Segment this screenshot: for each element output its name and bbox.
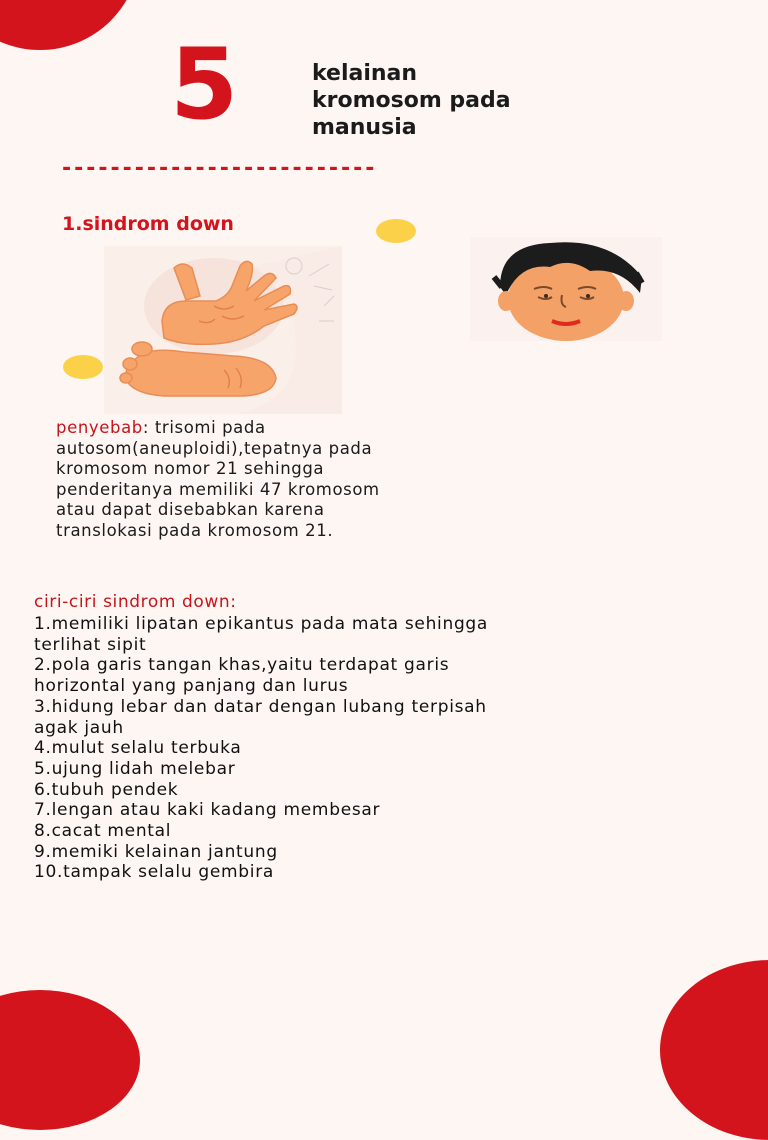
- cause-paragraph: [56, 418, 576, 541]
- feature-line: 5.ujung lidah melebar: [34, 758, 236, 779]
- feature-line: 2.pola garis tangan khas,yaitu terdapat garis: [34, 655, 450, 676]
- hand-foot-illustration: [104, 246, 342, 414]
- feature-line: terlihat sipit: [34, 634, 147, 655]
- feature-line: 8.cacat mental: [34, 821, 172, 842]
- feature-line: 3.hidung lebar dan datar dengan lubang terpisah: [34, 696, 487, 717]
- section-heading: 1.sindrom down: [62, 213, 234, 235]
- title-line: manusia: [312, 115, 417, 140]
- face-illustration: [470, 237, 662, 341]
- feature-line: 10.tampak selalu gembira: [34, 862, 275, 883]
- cause-line: penderitanya memiliki 47 kromosom: [56, 479, 380, 499]
- feature-line: agak jauh: [34, 717, 124, 738]
- feature-line: 9.memiki kelainan jantung: [34, 841, 278, 862]
- divider: --------------------------: [62, 156, 378, 181]
- feature-line: 6.tubuh pendek: [34, 779, 179, 800]
- features-heading: ciri-ciri sindrom down:: [34, 592, 237, 612]
- features-list: [34, 614, 734, 883]
- feature-line: horizontal yang panjang dan lurus: [34, 676, 349, 697]
- yellow-dot-decoration: [63, 355, 103, 379]
- yellow-dot-decoration: [376, 219, 416, 243]
- feature-line: 7.lengan atau kaki kadang membesar: [34, 800, 381, 821]
- corner-decoration-bottom-right: [660, 960, 768, 1140]
- cause-line: atau dapat disebabkan karena: [56, 500, 325, 519]
- cause-label: penyebab: [56, 418, 143, 437]
- cause-text: : trisomi pada: [142, 418, 266, 437]
- cause-line: kromosom nomor 21 sehingga: [56, 459, 325, 478]
- cause-line: translokasi pada kromosom 21.: [56, 520, 334, 540]
- cause-line: [56, 418, 576, 439]
- cause-line: autosom(aneuploidi),tepatnya pada: [56, 438, 373, 458]
- feature-line: 1.memiliki lipatan epikantus pada mata sehingga: [34, 614, 489, 634]
- corner-decoration-top-left: [0, 0, 140, 50]
- title-line: kelainan: [312, 61, 418, 86]
- title-line: kromosom pada: [312, 88, 511, 113]
- page-title: [312, 60, 692, 141]
- corner-decoration-bottom-left: [0, 990, 140, 1130]
- feature-line: 4.mulut selalu terbuka: [34, 738, 242, 759]
- title-number: 5: [170, 28, 237, 142]
